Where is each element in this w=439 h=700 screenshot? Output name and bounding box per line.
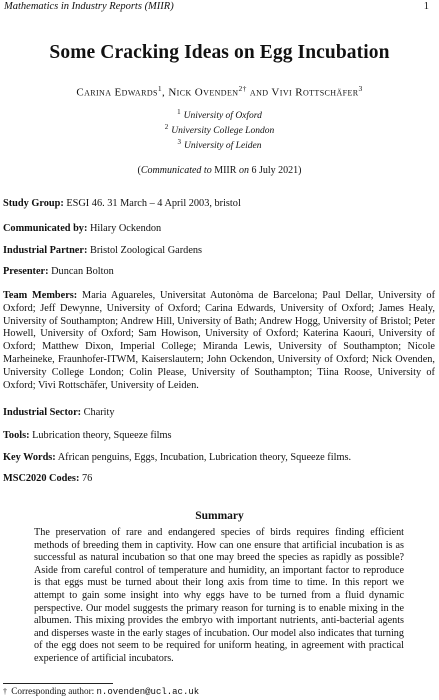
team-members-value: Maria Aguareles, Universitat Autonòma de Barcelona; Paul Dellar, University of Oxford; Jeff Dewynne, University of Oxford; Carina Edwards, University of Oxford; James Healy, University of Southampton; Andrew Hill, University of Bath; Andrew Hogg, University of Bristol; Peter Howell, University of Oxford; Sam Howison, University of Oxford; Katerina Kaouri, University of Oxford; Matthew Dixon, Imperial College; Miranda Lewis, University of Southampton; Nicole Marheineke, Fraunhofer-ITWM, Kaiserslautern; John Ockendon, University of Oxford; Nick Ovenden, University College London; Colin Please, University of Southampton; Tiina Roose, University of Oxford; Vivi Rottschäfer, University of Leiden. <box>3 290 435 391</box>
corresponding-email-link[interactable]: n.ovenden@ucl.ac.uk <box>96 687 200 697</box>
industrial-sector-label: Industrial Sector: <box>3 407 82 418</box>
tools-value: Lubrication theory, Squeeze films <box>32 430 172 441</box>
footnote-mark: † <box>3 687 7 696</box>
author-list <box>0 84 439 99</box>
communicated-journal: MIIR <box>214 165 237 176</box>
footnote-label: Corresponding author: <box>11 686 95 696</box>
industrial-partner-value: Bristol Zoological Gardens <box>89 245 203 256</box>
communicated-prefix: Communicated to <box>140 165 212 176</box>
study-group-label: Study Group: <box>3 198 64 209</box>
presenter-label: Presenter: <box>3 266 49 277</box>
footnote <box>3 686 199 697</box>
journal-name: Mathematics in Industry Reports (MIIR) <box>4 1 174 12</box>
msc-codes <box>3 473 435 486</box>
communicated-by <box>3 223 435 236</box>
author-separator: , <box>162 86 166 99</box>
author-separator: and <box>249 86 269 99</box>
author-mark: 3 <box>358 84 363 93</box>
industrial-partner <box>3 245 435 258</box>
footnote-rule <box>3 683 113 684</box>
author-name: Vivi Rottschäfer <box>271 86 359 99</box>
key-words-label: Key Words: <box>3 452 56 463</box>
affiliations <box>0 107 439 152</box>
affiliation-name: University College London <box>171 126 275 137</box>
msc-codes-label: MSC2020 Codes: <box>3 473 80 484</box>
running-head <box>4 1 429 12</box>
author-name: Carina Edwards <box>76 86 158 99</box>
tools <box>3 430 435 443</box>
communicated-by-value: Hilary Ockendon <box>89 223 162 234</box>
page-number: 1 <box>423 1 429 12</box>
communicated-on: on <box>238 165 249 176</box>
industrial-partner-label: Industrial Partner: <box>3 245 88 256</box>
summary-text: The preservation of rare and endangered species of birds requires finding efficient methods of breeding them in captivity. How can one ensure that artificial incubation is as successful as natural incubation so that one may breed the species as rapidly as possible? Aside from careful control of temperature and humidity, an important factor to reproduce is that eggs must be turned about their long axis from time to time. In this report we attempt to gain some insight into why eggs have to be turned from a fluid dynamic perspective. Our model suggests the primary reason for turning is to enable mixing in the albumen. This mixing provides the embryo with important nutrients, anti-bacterial agents and disperses waste in the early stages of incubation. Our model also indicates that turning of the egg does not seem to be required for uniform heating, in agreement with practical experience of artificial incubators. <box>34 527 404 664</box>
communicated-line: (Communicated to MIIR on 6 July 2021) <box>137 165 302 176</box>
affiliation <box>0 137 439 152</box>
author-mark: 1 <box>157 84 163 93</box>
affiliation-mark: 3 <box>177 138 181 147</box>
affiliation-mark: 2 <box>164 123 169 132</box>
key-words-value: African penguins, Eggs, Incubation, Lubrication theory, Squeeze films. <box>57 452 352 463</box>
author-name: Nick Ovenden <box>168 86 239 99</box>
author-mark: 2† <box>238 84 247 93</box>
study-group <box>3 198 435 211</box>
team-members-label: Team Members: <box>3 290 78 301</box>
presenter-value: Duncan Bolton <box>51 266 114 277</box>
communicated-by-label: Communicated by: <box>3 223 88 234</box>
affiliation <box>0 122 439 137</box>
summary-heading: Summary <box>195 510 244 522</box>
affiliation-name: University of Leiden <box>183 141 262 152</box>
communicated-date: 6 July 2021 <box>251 165 299 176</box>
industrial-sector <box>3 407 435 420</box>
affiliation <box>0 107 439 122</box>
presenter <box>3 266 435 279</box>
tools-label: Tools: <box>3 430 30 441</box>
key-words <box>3 452 435 465</box>
affiliation-name: University of Oxford <box>183 111 262 122</box>
team-members <box>3 290 435 392</box>
paper-title: Some Cracking Ideas on Egg Incubation <box>49 42 390 63</box>
industrial-sector-value: Charity <box>83 407 115 418</box>
affiliation-mark: 1 <box>177 108 181 116</box>
msc-codes-value: 76 <box>81 473 93 484</box>
study-group-value: ESGI 46. 31 March – 4 April 2003, bristol <box>66 198 241 209</box>
